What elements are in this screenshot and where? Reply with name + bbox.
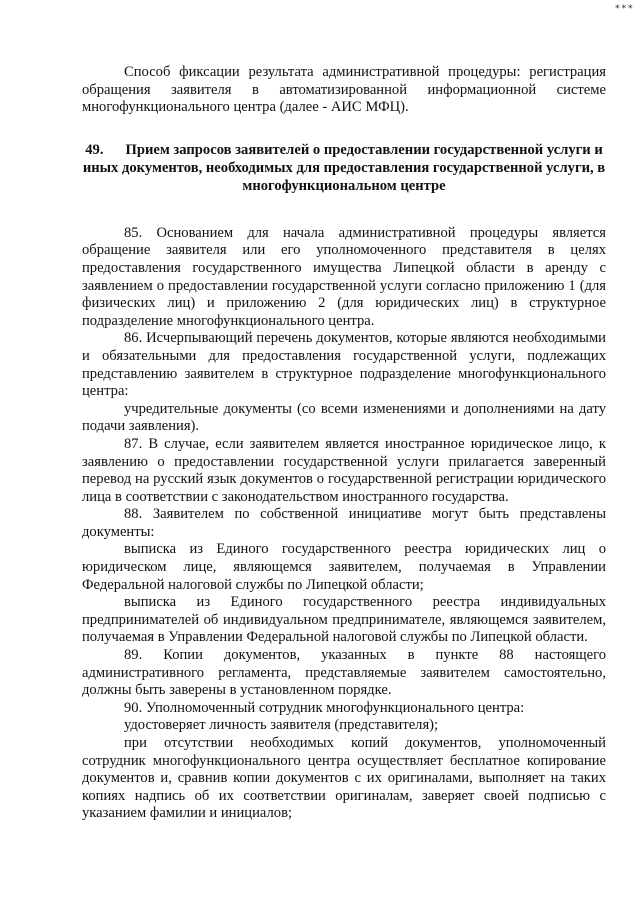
paragraph-90-item-2: при отсутствии необходимых копий документов, уполномоченный сотрудник многофункционального центра осуществляет бесплатное копирование документов и, сравнив копии документов с их оригиналами, выполняет на таких копиях надпись об их соответствии оригиналам, заверяет своей подписью с указанием фамилии и инициалов; [82, 735, 606, 822]
intro-paragraph: Способ фиксации результата административной процедуры: регистрация обращения заявителя в автоматизированной информационной системе многофункционального центра (далее - АИС МФЦ). [82, 64, 606, 116]
paragraph-86-item: учредительные документы (со всеми изменениями и дополнениями на дату подачи заявления). [82, 400, 606, 435]
page-mark: *** [614, 4, 634, 14]
paragraph-88-item-2: выписка из Единого государственного реестра индивидуальных предпринимателей об индивидуальном предпринимателе, являющемся заявителем, получаемая в Управлении Федеральной налоговой службы по Липецкой области. [82, 594, 606, 646]
paragraph-86: 86. Исчерпывающий перечень документов, которые являются необходимыми и обязательными для предоставления государственной услуги, подлежащих представлению заявителем в структурное подразделение многофункционального центра: [82, 330, 606, 400]
paragraph-89: 89. Копии документов, указанных в пункте 88 настоящего административного регламента, представляемые заявителем самостоятельно, должны быть заверены в установленном порядке. [82, 647, 606, 699]
paragraph-90-item-1: удостоверяет личность заявителя (представителя); [124, 717, 439, 734]
section-title: Прием запросов заявителей о предоставлении государственной услуги и иных документов, необходимых для предоставления государственной услуги, в многофункциональном центре [82, 141, 606, 194]
paragraph-88-item-1: выписка из Единого государственного реестра юридических лиц о юридическом лице, являющемся заявителем, получаемая в Управлении Федеральной налоговой службы по Липецкой области; [82, 541, 606, 593]
paragraph-90: 90. Уполномоченный сотрудник многофункционального центра: [124, 699, 525, 716]
paragraph-88: 88. Заявителем по собственной инициативе могут быть представлены документы: [82, 506, 606, 540]
section-number: 49. [85, 141, 104, 158]
section-heading [82, 141, 606, 195]
document-body [82, 64, 606, 823]
paragraph-87: 87. В случае, если заявителем является иностранное юридическое лицо, к заявлению о предоставлении государственной услуги прилагается заверенный перевод на русский язык документов о государственной регистрации юридического лица в соответствии с законодательством иностранного государства. [82, 435, 606, 505]
paragraph-85: 85. Основанием для начала административной процедуры является обращение заявителя или его уполномоченного представителя в целях предоставления государственного имущества Липецкой области в аренду с заявлением о предоставлении государственной услуги согласно приложению 1 (для физических лиц) и приложению 2 (для юридических лиц) в структурное подразделение многофункционального центра. [82, 224, 606, 329]
